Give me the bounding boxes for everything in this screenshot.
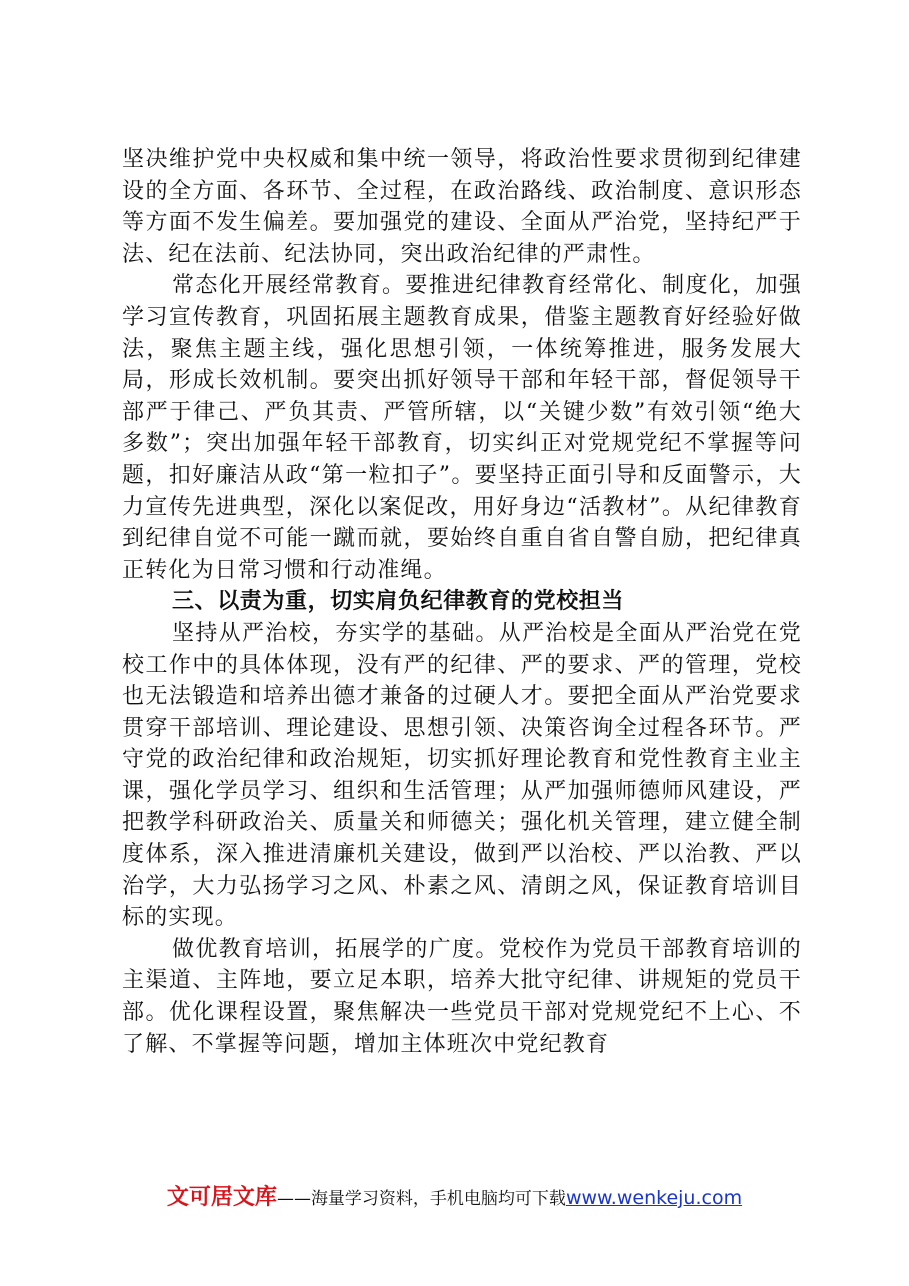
footer-slogan: ——海量学习资料，手机电脑均可下载 xyxy=(276,1189,566,1209)
paragraph-education-training: 做优教育培训，拓展学的广度。党校作为党员干部教育培训的主渠道、主阵地，要立足本职，培养大批守纪律、讲规矩的党员干部。优化课程设置，聚焦解决一些党员干部对党规党纪不上心、不了解、不掌握等问题，增加主体班次中党纪教育 xyxy=(122,936,802,1057)
document-body xyxy=(122,144,802,1060)
section-heading: 三、以责为重，切实肩负纪律教育的党校担当 xyxy=(172,589,625,615)
footer-link[interactable]: www.wenkeju.com xyxy=(565,1187,743,1209)
paragraph-regular-education: 常态化开展经常教育。要推进纪律教育经常化、制度化，加强学习宣传教育，巩固拓展主题教育成果，借鉴主题教育好经验好做法，聚焦主题主线，强化思想引领，一体统筹推进，服务发展大局，形成长效机制。要突出抓好领导干部和年轻干部，督促领导干部严于律己、严负其责、严管所辖，以“关键少数”有效引领“绝大多数”；突出加强年轻干部教育，切实纠正对党规党纪不掌握等问题，扣好廉洁从政“第一粒扣子”。要坚持正面引导和反面警示，大力宣传先进典型，深化以案促改，用好身边“活教材”。从纪律教育到纪律自觉不可能一蹴而就，要始终自重自省自警自励，把纪律真正转化为日常习惯和行动准绳。 xyxy=(122,273,802,583)
paragraph-continuation: 坚决维护党中央权威和集中统一领导，将政治性要求贯彻到纪律建设的全方面、各环节、全过程，在政治路线、政治制度、意识形态等方面不发生偏差。要加强党的建设、全面从严治党，坚持纪严于法、纪在法前、纪法协同，突出政治纪律的严肃性。 xyxy=(122,147,802,267)
footer-banner xyxy=(0,1180,909,1211)
footer-brand: 文可居文库 xyxy=(166,1185,277,1210)
paragraph-strict-school: 坚持从严治校，夯实学的基础。从严治校是全面从严治党在党校工作中的具体体现，没有严的纪律、严的要求、严的管理，党校也无法锻造和培养出德才兼备的过硬人才。要把全面从严治党要求贯穿干部培训、理论建设、思想引领、决策咨询全过程各环节。严守党的政治纪律和政治规矩，切实抓好理论教育和党性教育主业主课，强化学员学习、组织和生活管理；从严加强师德师风建设，严把教学科研政治关、质量关和师德关；强化机关管理，建立健全制度体系，深入推进清廉机关建设，做到严以治校、严以治教、严以治学，大力弘扬学习之风、朴素之风、清朗之风，保证教育培训目标的实现。 xyxy=(122,620,802,931)
